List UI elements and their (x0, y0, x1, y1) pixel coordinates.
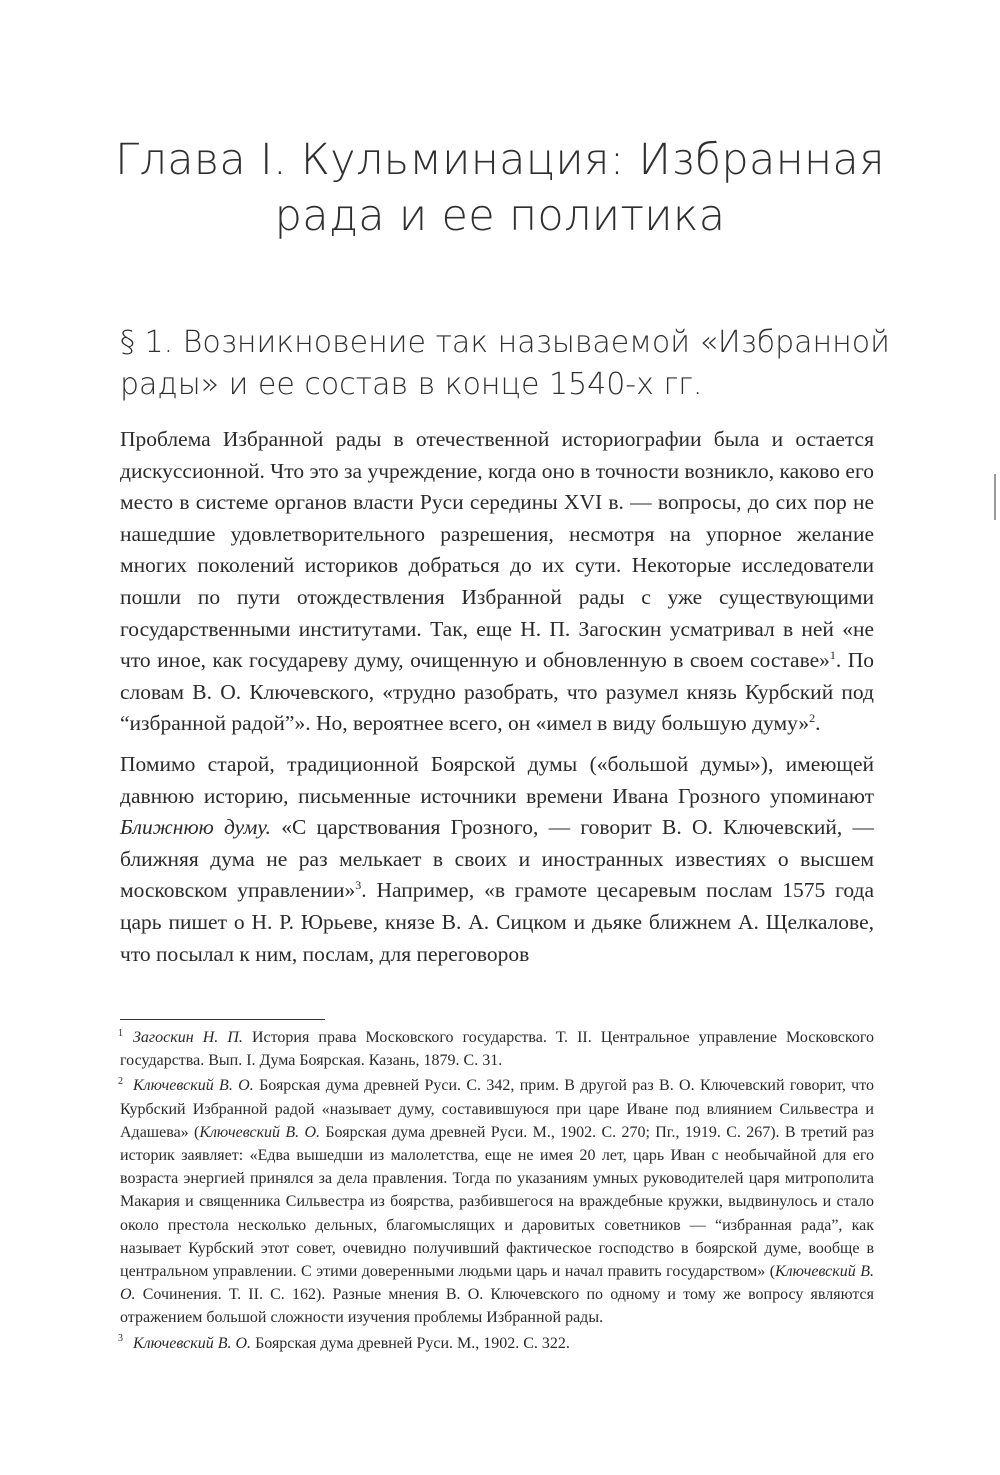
chapter-title (60, 132, 940, 244)
footnote-2-part-1: Боярская дума древней Руси. С. 342, прим. В другой раз В. О. Ключевский говорит, что Курбский Избранной радой «называет думу, составившуюся при царе Иване под влиянием Сильвестра и Адашева» ( (120, 1077, 875, 1141)
footnote-divider (120, 1019, 325, 1020)
section-title-line-2: рады» и ее состав в конце 1540-х гг. (120, 367, 703, 402)
footnote-2-author-3: Ключевский В. О. (120, 1263, 875, 1304)
footnote-2-mark: 2 (118, 1076, 123, 1088)
section-title-line-1: § 1. Возникновение так называемой «Избранной (120, 325, 890, 360)
paragraph-2 (120, 749, 874, 970)
page-edge-mark (994, 474, 996, 520)
footnote-2-author: Ключевский В. О. (133, 1077, 254, 1095)
chapter-title-line-2: рада и ее политика (274, 191, 726, 241)
footnote-1-mark: 1 (118, 1027, 123, 1039)
paragraph-2-part-2: «С царствования Грозного, — говорит В. О. Ключевский, — ближняя дума не раз мелькает в своих и иностранных известиях о высшем московском управлении» (120, 815, 874, 903)
body-text (120, 424, 874, 970)
footnote-ref-1[interactable]: 1 (829, 648, 836, 662)
footnote-3-author: Ключевский В. О. (133, 1334, 252, 1352)
footnote-3-text: Боярская дума древней Руси. М., 1902. С. 322. (251, 1334, 570, 1352)
paragraph-2-part-1: Помимо старой, традиционной Боярской думы («большой думы»), имеющей давнюю историю, письменные источники времени Ивана Грозного упоминают (120, 751, 874, 808)
chapter-title-line-1: Глава I. Кульминация: Избранная (115, 135, 885, 185)
paragraph-1-part-2: . По словам В. О. Ключевского, «трудно разобрать, что разумел князь Курбский под “избранной радой”». Но, вероятнее всего, он «имел в виду большую думу» (120, 648, 874, 736)
footnotes (120, 1026, 874, 1357)
footnote-1-author: Загоскин Н. П. (133, 1029, 243, 1046)
footnote-1 (120, 1026, 874, 1072)
footnote-3 (120, 1332, 874, 1355)
footnote-ref-2[interactable]: 2 (809, 711, 816, 726)
paragraph-2-part-3: . Например, «в грамоте цесаревым послам 1575 года царь пишет о Н. Р. Юрьеве, князе В. А. Сицком и дьяке ближнем А. Щелкалове, что посылал к ним, послам, для переговоров (120, 878, 874, 966)
paragraph-1-part-1: Проблема Избранной рады в отечественной историографии была и остается дискуссионной. Что это за учреждение, когда оно в точности возникло, каково его место в системе органов власти Руси середины XVI в. — вопросы, до сих пор не нашедшие удовлетворительного разрешения, несмотря на упорное желание многих поколений историков добраться до их сути. Некоторые исследователи пошли по пути отождествления Избранной рады с уже существующими государственными институтами. Так, еще Н. П. Загоскин усматривал в ней «не что иное, как государеву думу, очищенную и обновленную в своем составе» (120, 427, 874, 673)
footnote-2-part-3: Сочинения. Т. II. С. 162). Разные мнения В. О. Ключевского по одному и тому же вопросу являются отражением большой сложности изучения проблемы Избранной рады. (120, 1286, 874, 1327)
footnote-2 (120, 1074, 874, 1329)
footnote-2-author-2: Ключевский В. О. (199, 1123, 321, 1141)
paragraph-1 (120, 424, 874, 740)
paragraph-1-part-3: . (815, 711, 821, 736)
footnote-2-part-2: Боярская дума древней Руси. М., 1902. С. 270; Пг., 1919. С. 267). В третий раз историк заявляет: «Едва вышедши из малолетства, еще не имея 20 лет, царь Иван с необычайной для его возраста энергией принялся за дела правления. Тогда по указаниям умных руководителей царя митрополита Макария и священника Сильвестра из боярства, разбившегося на враждебные кружки, выдвинулось и стало около престола несколько дельных, благомыслящих и даровитых советников — “избранная рада”, как называет Курбский этот совет, очевидно получивший фактическое господство в боярской думе, вообще в центральном управлении. С этими доверенными людьми царь и начал править государством» ( (120, 1123, 874, 1281)
section-title (120, 322, 900, 406)
footnote-1-text: История права Московского государства. Т. II. Центральное управление Московского государства. Вып. I. Дума Боярская. Казань, 1879. С. 31. (120, 1029, 875, 1070)
paragraph-2-italic: Ближнюю думу. (120, 815, 271, 840)
footnote-ref-3[interactable]: 3 (355, 878, 362, 893)
footnote-3-mark: 3 (118, 1333, 123, 1345)
